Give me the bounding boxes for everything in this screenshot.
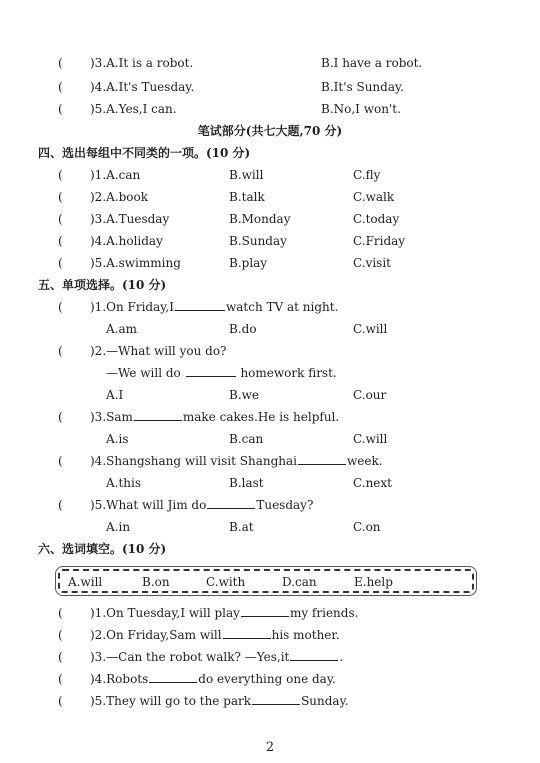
- stem-start: )1.On Tuesday,I will play: [90, 606, 240, 620]
- word-bank-option: B.on: [142, 575, 170, 589]
- answer-blank[interactable]: [298, 453, 346, 465]
- answer-paren[interactable]: (: [58, 56, 63, 70]
- answer-paren[interactable]: (: [58, 102, 63, 116]
- listening-q4-option-a: )4.A.It's Tuesday.: [90, 80, 195, 94]
- s5-q1-option-c: C.will: [353, 322, 388, 336]
- s5-q4-option-b: B.last: [229, 476, 264, 490]
- s5-q5-option-c: C.on: [353, 520, 381, 534]
- s5-q3-option-a: A.is: [106, 432, 129, 446]
- stem-start: )4.Shangshang will visit Shanghai: [90, 454, 297, 468]
- stem-end: week.: [347, 454, 383, 468]
- stem-start: —We will do: [106, 366, 181, 380]
- word-bank-option: C.with: [206, 575, 246, 589]
- s6-q3-stem: [90, 649, 343, 665]
- answer-blank[interactable]: [252, 693, 300, 705]
- word-bank-option: D.can: [282, 575, 317, 589]
- answer-paren[interactable]: (: [58, 606, 63, 620]
- answer-blank[interactable]: [149, 671, 197, 683]
- answer-paren[interactable]: (: [58, 80, 63, 94]
- stem-start: )4.Robots: [90, 672, 149, 686]
- answer-blank[interactable]: [207, 497, 255, 509]
- answer-paren[interactable]: (: [58, 650, 63, 664]
- s5-q3-option-c: C.will: [353, 432, 388, 446]
- section-6-heading: 六、选词填空。(10 分): [38, 542, 167, 556]
- stem-end: Sunday.: [301, 694, 349, 708]
- s6-q4-stem: [90, 671, 336, 687]
- stem-start: )1.On Friday,I: [90, 300, 174, 314]
- s6-q5-stem: [90, 693, 349, 709]
- s5-q5-stem: [90, 497, 313, 513]
- s5-q2-option-a: A.I: [106, 388, 124, 402]
- s4-q3-option-b: B.Monday: [229, 212, 291, 226]
- answer-paren[interactable]: (: [58, 628, 63, 642]
- answer-paren[interactable]: (: [58, 410, 63, 424]
- answer-blank[interactable]: [175, 299, 225, 311]
- s5-q1-option-b: B.do: [229, 322, 257, 336]
- stem-start: )5.They will go to the park: [90, 694, 252, 708]
- answer-paren[interactable]: (: [58, 190, 63, 204]
- stem-end: Tuesday?: [256, 498, 314, 512]
- answer-paren[interactable]: (: [58, 212, 63, 226]
- s4-q1-option-c: C.fly: [353, 168, 381, 182]
- word-bank-option: A.will: [68, 575, 103, 589]
- s4-q4-option-a: )4.A.holiday: [90, 234, 163, 248]
- answer-blank[interactable]: [241, 605, 289, 617]
- stem-end: my friends.: [289, 606, 359, 620]
- word-bank-option: E.help: [354, 575, 393, 589]
- s4-q5-option-c: C.visit: [353, 256, 392, 270]
- s4-q3-option-c: C.today: [353, 212, 400, 226]
- section-4-heading: 四、选出每组中不同类的一项。(10 分): [38, 146, 251, 160]
- s4-q2-option-a: )2.A.book: [90, 190, 149, 204]
- page-number: 2: [265, 740, 275, 755]
- listening-q3-option-b: B.I have a robot.: [321, 56, 423, 70]
- stem-end: watch TV at night.: [226, 300, 339, 314]
- listening-q5-option-b: B.No,I won't.: [321, 102, 401, 116]
- listening-q3-option-a: )3.A.It is a robot.: [90, 56, 194, 70]
- s5-q2-stem-line2: [106, 365, 337, 381]
- answer-paren[interactable]: (: [58, 344, 63, 358]
- stem-end: his mother.: [271, 628, 340, 642]
- listening-q4-option-b: B.It's Sunday.: [321, 80, 404, 94]
- answer-blank[interactable]: [223, 627, 271, 639]
- word-bank-box: [58, 569, 474, 593]
- s6-q2-stem: [90, 627, 340, 643]
- s5-q2-stem-line1: )2.—What will you do?: [90, 344, 227, 358]
- stem-end: make cakes.He is helpful.: [182, 410, 340, 424]
- s4-q5-option-a: )5.A.swimming: [90, 256, 181, 270]
- s5-q1-stem: [90, 299, 338, 315]
- stem-start: )3.Sam: [90, 410, 133, 424]
- s5-q5-option-b: B.at: [229, 520, 254, 534]
- stem-start: )5.What will Jim do: [90, 498, 207, 512]
- s4-q2-option-b: B.talk: [229, 190, 265, 204]
- s4-q1-option-b: B.will: [229, 168, 264, 182]
- s5-q3-stem: [90, 409, 339, 425]
- stem-start: )2.On Friday,Sam will: [90, 628, 222, 642]
- s4-q4-option-b: B.Sunday: [229, 234, 287, 248]
- s5-q4-stem: [90, 453, 383, 469]
- s5-q4-option-a: A.this: [106, 476, 142, 490]
- stem-end: do everything one day.: [198, 672, 336, 686]
- answer-blank[interactable]: [290, 649, 338, 661]
- s4-q1-option-a: )1.A.can: [90, 168, 141, 182]
- answer-paren[interactable]: (: [58, 234, 63, 248]
- answer-paren[interactable]: (: [58, 300, 63, 314]
- stem-end: .: [339, 650, 344, 664]
- s4-q5-option-b: B.play: [229, 256, 268, 270]
- answer-paren[interactable]: (: [58, 256, 63, 270]
- answer-paren[interactable]: (: [58, 498, 63, 512]
- s5-q1-option-a: A.am: [106, 322, 138, 336]
- section-5-heading: 五、单项选择。(10 分): [38, 278, 167, 292]
- answer-paren[interactable]: (: [58, 454, 63, 468]
- answer-paren[interactable]: (: [58, 168, 63, 182]
- stem-end: homework first.: [240, 366, 337, 380]
- s4-q4-option-c: C.Friday: [353, 234, 406, 248]
- answer-paren[interactable]: (: [58, 694, 63, 708]
- s5-q2-option-c: C.our: [353, 388, 387, 402]
- s4-q3-option-a: )3.A.Tuesday: [90, 212, 170, 226]
- s5-q5-option-a: A.in: [106, 520, 131, 534]
- s6-q1-stem: [90, 605, 358, 621]
- listening-q5-option-a: )5.A.Yes,I can.: [90, 102, 177, 116]
- s5-q2-option-b: B.we: [229, 388, 260, 402]
- stem-start: )3.—Can the robot walk? —Yes,it: [90, 650, 290, 664]
- written-part-title: 笔试部分(共七大题,70 分): [197, 124, 343, 138]
- s5-q4-option-c: C.next: [353, 476, 392, 490]
- answer-paren[interactable]: (: [58, 672, 63, 686]
- answer-blank[interactable]: [134, 409, 182, 421]
- answer-blank[interactable]: [186, 365, 236, 377]
- s5-q3-option-b: B.can: [229, 432, 264, 446]
- s4-q2-option-c: C.walk: [353, 190, 395, 204]
